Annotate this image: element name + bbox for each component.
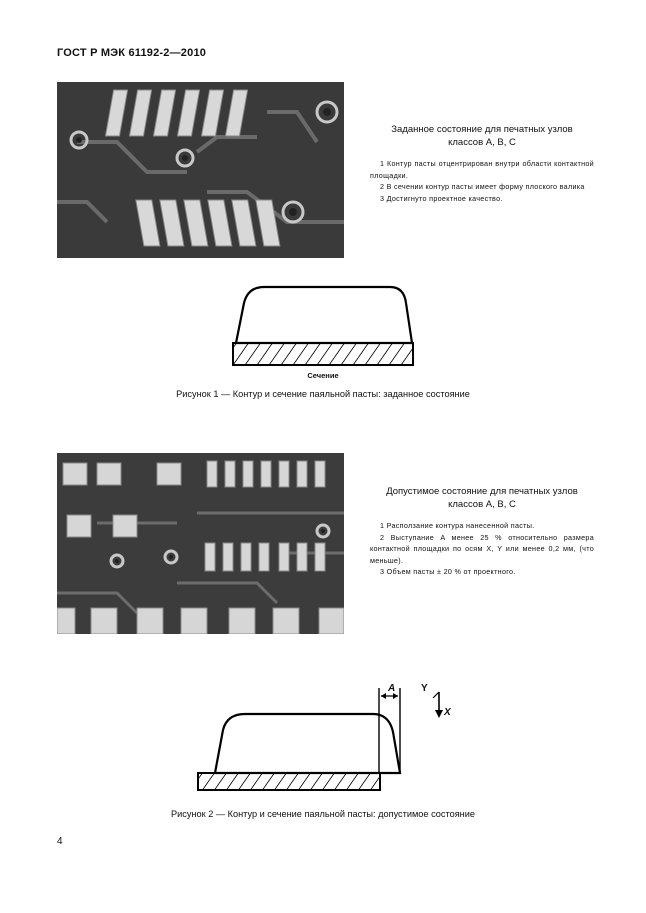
figure1-title-line1: Заданное состояние для печатных узлов	[391, 124, 573, 135]
figure2-condition-title	[370, 485, 594, 511]
figure1-condition-title	[370, 123, 594, 149]
figure1-note-1: 1 Контур пасты отцентрирован внутри области контактной площадки.	[370, 159, 594, 180]
figure1-title-line2: классов А, В, С	[448, 137, 516, 148]
figure1-note-2: 2 В сечении контур пасты имеет форму плоского валика	[380, 182, 585, 191]
figure2-title-line1: Допустимое состояние для печатных узлов	[386, 486, 578, 497]
figure1-cross-section-drawing	[230, 283, 416, 367]
figure1-caption: Рисунок 1 — Контур и сечение паяльной пасты: заданное состояние	[176, 389, 470, 399]
figure2-cross-section-drawing	[195, 680, 465, 792]
axis-label-x: X	[444, 707, 451, 718]
x-axis-tick	[433, 692, 439, 698]
paste-profile	[236, 287, 412, 343]
figure1-section-label: Сечение	[307, 371, 339, 380]
pcb-photo-nominal	[57, 82, 344, 258]
axis-label-y: Y	[421, 683, 428, 694]
figure1-note-3: 3 Достигнуто проектное качество.	[380, 193, 503, 203]
pcb-photo-acceptable	[57, 453, 344, 634]
pcb-photo-nominal-drawing	[57, 82, 344, 258]
contact-pad	[233, 343, 413, 365]
figure2-caption: Рисунок 2 — Контур и сечение паяльной пасты: допустимое состояние	[171, 809, 475, 819]
contact-pad	[198, 773, 380, 790]
figure2-cross-section	[195, 680, 465, 792]
figure2-note-2: 2 Выступание A менее 25 % относительно размера контактной площадки по осям X, Y или менее 0,2 мм, (что меньше).	[370, 532, 594, 565]
dimension-label-a: A	[388, 683, 396, 694]
page-number: 4	[57, 836, 63, 847]
figure1-notes	[370, 158, 594, 204]
y-axis-arrow	[435, 710, 443, 718]
document-header: ГОСТ Р МЭК 61192-2—2010	[57, 47, 207, 59]
figure2-title-line2: классов А, В, С	[448, 499, 516, 510]
figure1-cross-section	[230, 283, 416, 367]
figure2-note-1: 1 Расползание контура нанесенной пасты.	[380, 521, 535, 530]
figure2-notes	[370, 520, 594, 578]
figure2-note-3: 3 Объем пасты ± 20 % от проектного.	[380, 567, 516, 576]
dimension-arrow-left	[381, 693, 386, 699]
paste-profile	[215, 714, 400, 773]
pcb-photo-acceptable-drawing	[57, 453, 344, 634]
